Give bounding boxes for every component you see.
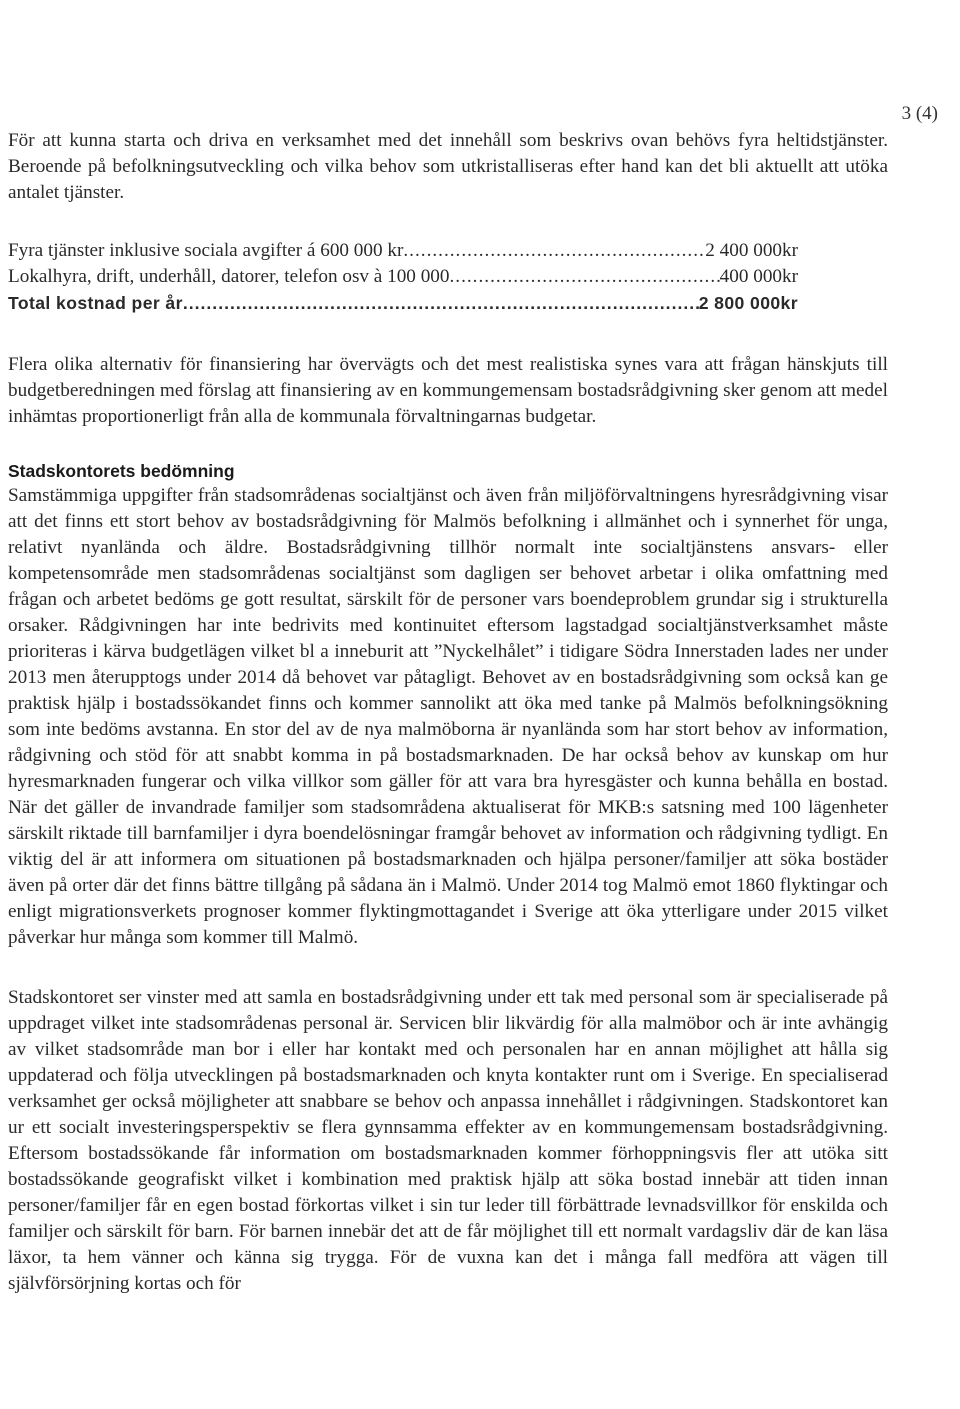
financing-paragraph: Flera olika alternativ för finansiering har övervägts och det mest realistiska synes vara att frågan hänskjuts till budgetberedningen med förslag att finansiering av en kommungemensam bostadsrådgivning sker genom att medel inhämtas proportionerligt från alla de kommunala förvaltningarnas budgetar. bbox=[8, 354, 888, 427]
intro-paragraph: För att kunna starta och driva en verksamhet med det innehåll som beskrivs ovan behövs fyra heltidstjänster. Beroende på befolkningsutveckling och vilka behov som utkristalliseras efter hand kan det bli aktuellt att utöka antalet tjänster. bbox=[8, 130, 888, 203]
total-cost-row bbox=[8, 290, 798, 316]
total-cost-value: 2 800 000kr bbox=[698, 293, 798, 313]
cost-value: 2 400 000kr bbox=[705, 240, 798, 261]
document-body bbox=[8, 128, 888, 1297]
dot-leader bbox=[449, 264, 719, 290]
assessment-paragraph: Samstämmiga uppgifter från stadsområdenas socialtjänst och även från miljöförvaltningens hyresrådgivning visar att det finns ett stort behov av bostadsrådgivning för Malmös befolkning i allmänhet och i synnerhet för unga, relativt nyanlända och äldre. Bostadsrådgivning tillhör normalt inte socialtjänstens ansvars- eller kompetensområde men stadsområdenas socialtjänst som dagligen ser behovet arbetar i olika omfattning med frågan och arbetet bedöms ge gott resultat, särskilt för de personer vars boendeproblem grundar sig i strukturella orsaker. Rådgivningen har inte bedrivits med kontinuitet eftersom lagstadgad socialtjänstverksamhet måste prioriteras i kärva budgetlägen vilket bl a inneburit att ”Nyckelhålet” i tidigare Södra Innerstaden lades ner under 2013 men återupptogs under 2014 då behovet var påtagligt. Behovet av en bostadsrådgivning som också kan ge praktisk hjälp i bostadssökandet finns och kommer sannolikt att öka med tanke på Malmös befolkningsökning som inte bedöms avstanna. En stor del av de nya malmöborna är nyanlända som har stort behov av information, rådgivning och stöd för att snabbt komma in på bostadsmarknaden. De har också behov av kunskap om hur hyresmarknaden fungerar och vilka villkor som gäller för att vara bra hyresgäster och kunna behålla en bostad. När det gäller de invandrade familjer som stadsområdena aktualiserat för MKB:s satsning med 100 lägenheter särskilt riktade till barnfamiljer i dyra boendelösningar framgår behovet av information och rådgivning tydligt. En viktig del är att informera om situationen på bostadsmarknaden och hjälpa personer/familjer att söka bostäder även på orter där det finns bättre tillgång på sådana än i Malmö. Under 2014 tog Malmö emot 1860 flyktingar och enligt migrationsverkets prognoser kommer flyktingmottagandet i Sverige att öka ytterligare under 2015 vilket påverkar hur många som kommer till Malmö. bbox=[8, 485, 888, 948]
dot-leader bbox=[183, 290, 699, 316]
cost-row bbox=[8, 264, 798, 290]
cost-label: Lokalhyra, drift, underhåll, datorer, telefon osv à 100 000 bbox=[8, 266, 450, 287]
cost-value: 400 000kr bbox=[719, 266, 798, 287]
section-heading: Stadskontorets bedömning bbox=[8, 461, 235, 481]
dot-leader bbox=[403, 238, 705, 264]
cost-label: Fyra tjänster inklusive sociala avgifter á 600 000 kr bbox=[8, 240, 404, 261]
cost-row bbox=[8, 238, 798, 264]
page-number: 3 (4) bbox=[901, 103, 938, 124]
total-cost-label: Total kostnad per år bbox=[8, 293, 183, 313]
conclusion-paragraph: Stadskontoret ser vinster med att samla en bostadsrådgivning under ett tak med personal som är specialiserade på uppdraget vilket inte stadsområdenas personal är. Servicen blir likvärdig för alla malmöbor och är inte avhängig av vilket stadsområde man bor i eller har kontakt med och personalen har en annan möjlighet att hålla sig uppdaterad och följa utvecklingen på bostadsmarknaden och knyta kontakter runt om i Sverige. En specialiserad verksamhet ger också möjligheter att snabbare se behov och anpassa innehållet i rådgivningen. Stadskontoret kan ur ett socialt investeringsperspektiv se flera gynnsamma effekter av en kommungemensam bostadsrådgivning. Eftersom bostadssökande får information om bostadsmarknaden kommer förhoppningsvis fler att utöka sitt bostadssökande geografiskt vilket i kombination med praktisk hjälp att söka bostad innebär att tiden innan personer/familjer får en egen bostad förkortas vilket i sin tur leder till förbättrade levnadsvillkor för enskilda och familjer och särskilt för barn. För barnen innebär det att de får möjlighet till ett normalt vardagsliv där de kan läsa läxor, ta hem vänner och känna sig trygga. För de vuxna kan det i många fall medföra att vägen till självförsörjning kortas och för bbox=[8, 987, 888, 1294]
cost-table bbox=[8, 238, 798, 316]
